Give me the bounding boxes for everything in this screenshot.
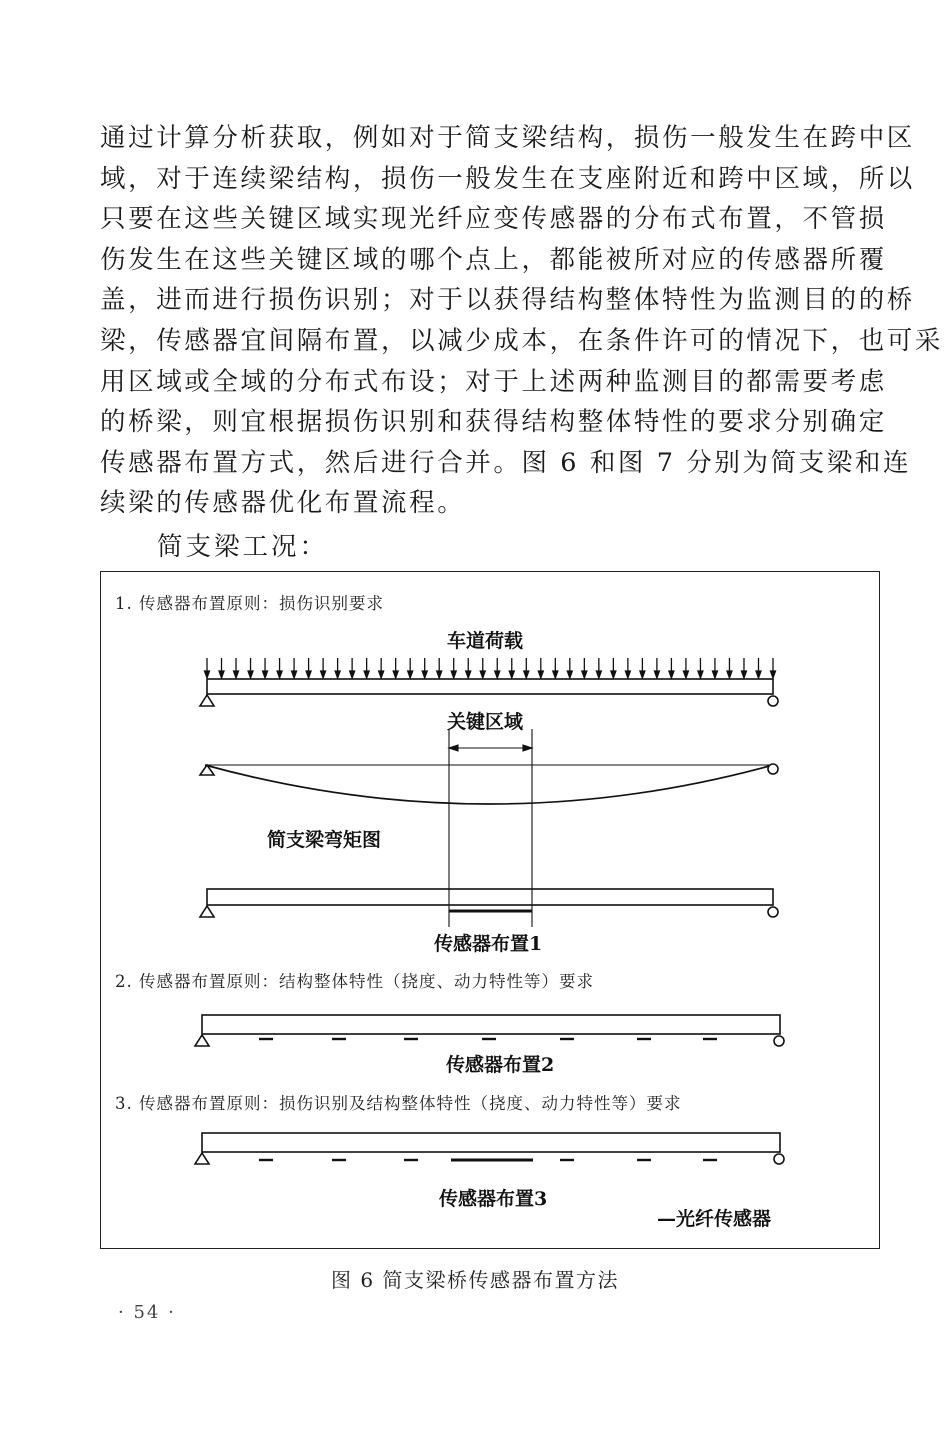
layout-2-label: 传感器布置2 <box>446 1054 555 1076</box>
roller-support-icon <box>768 696 778 706</box>
legend-symbol-icon: — <box>657 1208 676 1230</box>
beam-4-body <box>202 1133 780 1152</box>
body-paragraph <box>100 118 944 524</box>
principle-1-text: 1. 传感器布置原则：损伤识别要求 <box>115 594 384 613</box>
paragraph-line: 续梁的传感器优化布置流程。 <box>100 488 466 519</box>
load-arrow-icon <box>306 658 311 678</box>
arrowhead-left-icon <box>449 745 458 751</box>
legend-label: 光纤传感器 <box>676 1208 772 1230</box>
beam-1-body <box>207 679 773 694</box>
load-arrow-icon <box>771 658 776 678</box>
load-arrow-icon <box>451 658 456 678</box>
load-arrow-icon <box>712 658 717 678</box>
principle-2-text: 2. 传感器布置原则：结构整体特性（挠度、动力特性等）要求 <box>115 972 594 991</box>
load-arrow-icon <box>596 658 601 678</box>
load-arrow-icon <box>625 658 630 678</box>
pin-support-icon <box>200 695 214 706</box>
beam-1 <box>200 679 778 706</box>
roller-support-icon <box>774 1154 784 1164</box>
load-arrow-icon <box>466 658 471 678</box>
paragraph-line: 只要在这些关键区域实现光纤应变传感器的分布式布置，不管损 <box>100 204 887 235</box>
load-arrow-icon <box>538 658 543 678</box>
section-subheading: 简支梁工况： <box>157 532 329 562</box>
load-arrow-icon <box>335 658 340 678</box>
load-arrow-icon <box>567 658 572 678</box>
load-arrow-icon <box>654 658 659 678</box>
load-arrow-icon <box>248 658 253 678</box>
paragraph-line: 通过计算分析获取，例如对于简支梁结构，损伤一般发生在跨中区 <box>100 123 915 153</box>
moment-diagram-label: 简支梁弯矩图 <box>267 829 382 851</box>
load-arrow-icon <box>683 658 688 678</box>
key-region <box>449 729 532 927</box>
pin-support-icon <box>195 1035 209 1046</box>
beam-sensor-layout-1 <box>200 889 778 917</box>
load-arrow-icon <box>393 658 398 678</box>
layout-3-label: 传感器布置3 <box>439 1188 548 1210</box>
paragraph-line: 传感器布置方式，然后进行合并。图 6 和图 7 分别为简支梁和连 <box>100 447 912 478</box>
arrowhead-right-icon <box>523 745 532 751</box>
load-arrow-icon <box>509 658 514 678</box>
roller-support-icon <box>768 907 778 917</box>
paragraph-line: 盖，进而进行损伤识别；对于以获得结构整体特性为监测目的的桥 <box>100 285 915 316</box>
beam-3-body <box>202 1015 780 1034</box>
load-arrow-icon <box>495 658 500 678</box>
load-arrow-icon <box>321 658 326 678</box>
load-arrow-icon <box>219 658 224 678</box>
load-arrow-icon <box>480 658 485 678</box>
load-arrow-icon <box>553 658 558 678</box>
beam-sensor-layout-2 <box>195 1015 784 1046</box>
distributed-load-arrows <box>205 658 776 678</box>
moment-diagram <box>200 764 778 804</box>
paragraph-line: 域，对于连续梁结构，损伤一般发生在支座附近和跨中区域，所以 <box>100 163 915 194</box>
load-arrow-icon <box>640 658 645 678</box>
legend <box>657 1204 771 1231</box>
load-arrow-icon <box>669 658 674 678</box>
paragraph-line: 伤发生在这些关键区域的哪个点上，都能被所对应的传感器所覆 <box>100 244 887 275</box>
load-arrow-icon <box>727 658 732 678</box>
load-arrow-icon <box>582 658 587 678</box>
load-arrow-icon <box>263 658 268 678</box>
load-arrow-icon <box>437 658 442 678</box>
load-arrow-icon <box>698 658 703 678</box>
load-label: 车道荷载 <box>447 630 524 652</box>
load-arrow-icon <box>408 658 413 678</box>
load-arrow-icon <box>741 658 746 678</box>
beam-diagram <box>101 572 881 1250</box>
load-arrow-icon <box>234 658 239 678</box>
load-arrow-icon <box>756 658 761 678</box>
paragraph-line: 的桥梁，则宜根据损伤识别和获得结构整体特性的要求分别确定 <box>100 407 887 438</box>
load-arrow-icon <box>379 658 384 678</box>
page-number: · 54 · <box>118 1302 176 1323</box>
pin-support-icon <box>200 906 214 917</box>
load-arrow-icon <box>364 658 369 678</box>
paragraph-line: 用区域或全域的分布式布设；对于上述两种监测目的都需要考虑 <box>100 366 887 397</box>
key-region-label: 关键区域 <box>447 711 524 733</box>
load-arrow-icon <box>422 658 427 678</box>
load-arrow-icon <box>524 658 529 678</box>
principle-3-text: 3. 传感器布置原则：损伤识别及结构整体特性（挠度、动力特性等）要求 <box>115 1094 682 1113</box>
load-arrow-icon <box>611 658 616 678</box>
load-arrow-icon <box>350 658 355 678</box>
roller-support-icon <box>774 1036 784 1046</box>
load-arrow-icon <box>277 658 282 678</box>
figure-caption: 图 6 简支梁桥传感器布置方法 <box>331 1268 619 1292</box>
roller-support-icon <box>768 764 778 774</box>
load-arrow-icon <box>292 658 297 678</box>
paragraph-line: 梁，传感器宜间隔布置，以减少成本，在条件许可的情况下，也可采 <box>100 325 944 356</box>
load-arrow-icon <box>205 658 210 678</box>
beam-2-body <box>207 889 773 905</box>
pin-support-icon <box>195 1153 209 1164</box>
beam-sensor-layout-3 <box>195 1133 784 1164</box>
layout-1-label: 传感器布置1 <box>434 933 543 955</box>
figure-6-frame <box>100 571 880 1249</box>
moment-curve <box>205 765 773 804</box>
